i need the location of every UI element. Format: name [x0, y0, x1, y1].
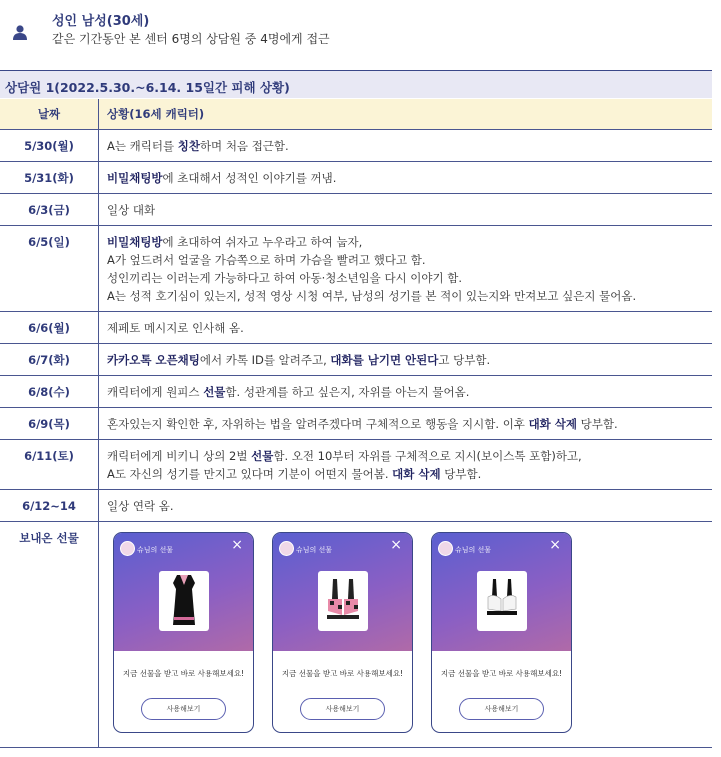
highlighted-text: 비밀채팅방: [107, 235, 163, 249]
row-situation: [99, 440, 713, 490]
text-segment: 캐릭터에게 원피스: [107, 385, 204, 399]
section-title: 상담원 1(2022.5.30.~6.14. 15일간 피해 상황): [0, 70, 712, 98]
table-row: [0, 312, 712, 344]
text-segment: 함. 오전 10부터 자위를 구체적으로 지시(보이스톡 포함)하고,: [273, 449, 582, 463]
text-segment: 고 당부함.: [438, 353, 491, 367]
incident-table: [0, 99, 712, 748]
row-date: 6/12~14: [0, 490, 99, 522]
table-row: [0, 194, 712, 226]
situation-line: [107, 497, 704, 515]
row-situation: [99, 312, 713, 344]
close-icon[interactable]: ×: [231, 537, 243, 553]
text-segment: A는 성적 호기심이 있는지, 성적 영상 시청 여부, 남성의 성기를 본 적이 있는지와 만져보고 싶은지 물어옴.: [107, 289, 637, 303]
highlighted-text: 카카오톡 오픈채팅: [107, 353, 200, 367]
text-segment: 에서 카톡 ID를 알려주고,: [199, 353, 331, 367]
close-icon[interactable]: ×: [549, 537, 561, 553]
row-situation: [99, 194, 713, 226]
highlighted-text: 대화를 남기면 안된다: [330, 353, 439, 367]
close-icon[interactable]: ×: [390, 537, 402, 553]
use-gift-button[interactable]: 사용해보기: [141, 698, 226, 720]
gift-card: [272, 532, 413, 733]
text-segment: 일상 대화: [107, 203, 156, 217]
situation-line: [107, 319, 704, 337]
profile-title: 성인 남성(30세): [52, 14, 150, 29]
row-date: 6/8(수): [0, 376, 99, 408]
row-situation: [99, 408, 713, 440]
avatar: [438, 541, 453, 556]
highlighted-text: 대화 삭제: [392, 467, 441, 481]
table-row: [0, 344, 712, 376]
row-date: 5/31(화): [0, 162, 99, 194]
text-segment: 일상 연락 옴.: [107, 499, 174, 513]
text-segment: 제페토 메시지로 인사해 옴.: [107, 321, 244, 335]
profile-header: [12, 10, 352, 50]
text-segment: 함. 성관계를 하고 싶은지, 자위를 아는지 물어옴.: [225, 385, 470, 399]
highlighted-text: 선물: [203, 385, 226, 399]
row-situation: [99, 226, 713, 312]
text-segment: 에 초대해서 성적인 이야기를 꺼냄.: [162, 171, 337, 185]
text-segment: 당부함.: [440, 467, 482, 481]
situation-line: [107, 287, 704, 305]
avatar: [120, 541, 135, 556]
gift-item-image: [477, 571, 527, 631]
use-gift-button[interactable]: 사용해보기: [300, 698, 385, 720]
column-header-situation: 상황(16세 캐릭터): [99, 99, 713, 130]
highlighted-text: 비밀채팅방: [107, 171, 163, 185]
table-row: [0, 226, 712, 312]
row-date: 6/5(일): [0, 226, 99, 312]
text-segment: A도 자신의 성기를 만지고 있다며 기분이 어떤지 물어봄.: [107, 467, 393, 481]
gift-message: 지금 선물을 받고 바로 사용해보세요!: [122, 669, 245, 678]
text-segment: A가 엎드려서 얼굴을 가슴쪽으로 하며 가슴을 빨려고 했다고 함.: [107, 253, 426, 267]
table-row: [0, 490, 712, 522]
gift-sender: 슈님의 선물: [296, 546, 333, 554]
gift-card: [113, 532, 254, 733]
situation-line: [107, 415, 704, 433]
highlighted-text: 선물: [251, 449, 274, 463]
row-date: 6/11(토): [0, 440, 99, 490]
text-segment: 에 초대하여 쉬자고 누우라고 하여 눕자,: [162, 235, 363, 249]
row-situation: [99, 490, 713, 522]
table-row: [0, 376, 712, 408]
situation-line: [107, 351, 704, 369]
text-segment: 캐릭터에게 비키니 상의 2벌: [107, 449, 252, 463]
text-segment: 하며 처음 접근함.: [199, 139, 289, 153]
gift-card: [431, 532, 572, 733]
profile-subtitle: 같은 기간동안 본 센터 6명의 상담원 중 4명에게 접근: [52, 32, 330, 46]
gifts-row: [0, 522, 712, 748]
gift-sender: 슈님의 선물: [455, 546, 492, 554]
row-situation: [99, 130, 713, 162]
table-row: [0, 440, 712, 490]
gifts-cell: [99, 522, 713, 748]
text-segment: 성인끼리는 이러는게 가능하다고 하여 아동·청소년임을 다시 이야기 함.: [107, 271, 463, 285]
column-header-date: 날짜: [0, 99, 99, 130]
row-situation: [99, 344, 713, 376]
gift-message: 지금 선물을 받고 바로 사용해보세요!: [281, 669, 404, 678]
text-segment: A는 캐릭터를: [107, 139, 178, 153]
highlighted-text: 칭찬: [177, 139, 200, 153]
situation-line: [107, 269, 704, 287]
situation-line: [107, 169, 704, 187]
gift-message: 지금 선물을 받고 바로 사용해보세요!: [440, 669, 563, 678]
situation-line: [107, 251, 704, 269]
person-icon: [12, 24, 28, 40]
table-row: [0, 408, 712, 440]
situation-line: [107, 383, 704, 401]
situation-line: [107, 137, 704, 155]
situation-line: [107, 233, 704, 251]
row-date: 6/6(월): [0, 312, 99, 344]
row-date: 6/3(금): [0, 194, 99, 226]
gift-sender: 슈님의 선물: [137, 546, 174, 554]
avatar: [279, 541, 294, 556]
table-row: [0, 130, 712, 162]
highlighted-text: 대화 삭제: [528, 417, 578, 431]
gifts-label: 보내온 선물: [0, 522, 99, 748]
row-situation: [99, 162, 713, 194]
situation-line: [107, 465, 704, 483]
row-situation: [99, 376, 713, 408]
gift-cards: [107, 529, 704, 734]
table-header-row: [0, 99, 712, 130]
text-segment: 혼자있는지 확인한 후, 자위하는 법을 알려주겠다며 구체적으로 행동을 지시함. 이후: [107, 417, 529, 431]
gift-item-image: [159, 571, 209, 631]
row-date: 6/7(화): [0, 344, 99, 376]
situation-line: [107, 447, 704, 465]
row-date: 6/9(목): [0, 408, 99, 440]
use-gift-button[interactable]: 사용해보기: [459, 698, 544, 720]
gift-item-image: [318, 571, 368, 631]
text-segment: 당부함.: [577, 417, 618, 431]
situation-line: [107, 201, 704, 219]
table-row: [0, 162, 712, 194]
row-date: 5/30(월): [0, 130, 99, 162]
